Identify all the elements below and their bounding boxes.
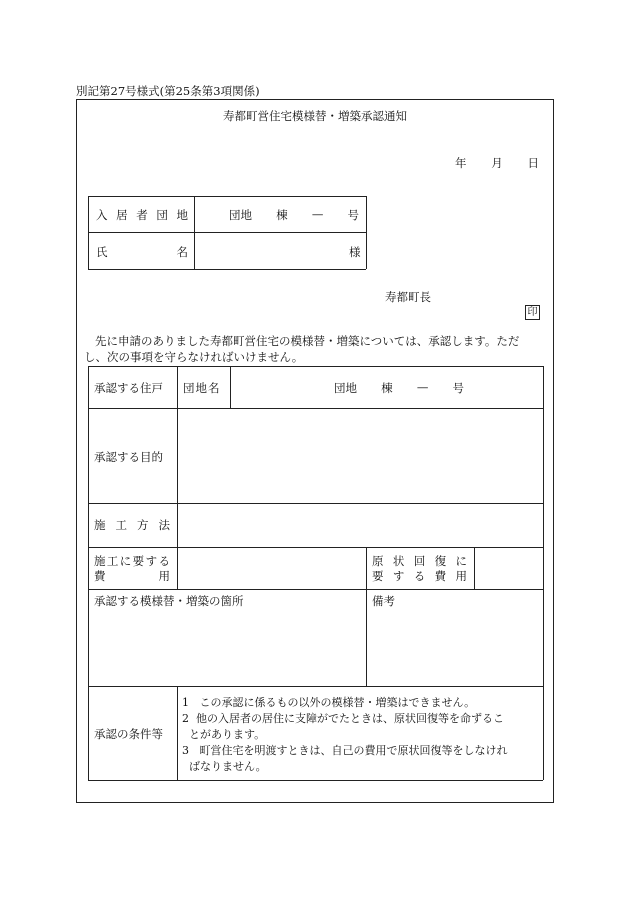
restore-label-char: 費 [434,569,447,583]
cost-label-char: 費 [94,569,106,583]
condition-text: 他の入居者の居住に支障がでたときは、原状回復等を命ずるこ [196,712,504,725]
method-label-char: 方 [137,518,149,532]
restore-label-char: 回 [413,554,426,568]
form-number: 別記第27号様式(第25条第3項関係) [76,84,260,98]
condition-item [182,695,540,711]
danchi-label-char: 団 [156,208,168,222]
danchi-label-char: 居 [116,208,128,222]
residence-dash: — [416,380,429,394]
document-title: 寿都町営住宅模様替・増築承認通知 [223,109,407,123]
danchi-label-char: 地 [176,208,188,222]
condition-continuation: ばなりません。 [189,760,267,773]
danchi-name-label: 団地名 [183,381,221,395]
condition-number: 3 [182,744,189,757]
name-label-char: 氏 [96,245,108,259]
method-label [94,517,170,533]
issuer-name: 寿都町長 [385,290,431,304]
danchi-text: 団地 [229,208,252,222]
date-day-label: 日 [527,156,539,170]
cost-label-char: る [158,554,170,568]
restore-label-char: す [392,569,405,583]
date-year-label: 年 [455,156,467,170]
cost-label-char: 要 [132,554,145,568]
cost-label [94,554,170,584]
condition-item [182,711,540,727]
danchi-value [229,207,359,223]
seal-mark: 印 [525,305,540,320]
danchi-label-char: 者 [136,208,148,222]
name-label-char: 名 [176,245,188,259]
honorific: 様 [349,245,361,259]
restore-label-char: る [413,569,426,583]
condition-number: 1 [182,696,189,709]
condition-continuation: とがあります。 [189,728,266,741]
residence-label: 承認する住戸 [94,381,163,395]
cost-label-char: に [119,554,132,568]
body-text [84,333,550,365]
danchi-label-char: 入 [96,208,108,222]
condition-text: 町営住宅を明渡すときは、自己の費用で原状回復等をしなけれ [199,744,508,757]
building-text: 棟 [276,208,288,222]
location-label: 承認する模様替・増築の箇所 [94,594,244,608]
danchi-label [96,207,188,223]
method-label-char: 施 [94,518,106,532]
restore-cost-label [372,554,467,584]
date-month-label: 月 [491,156,503,170]
residence-building: 棟 [381,381,393,395]
date-line [455,155,539,171]
cost-label-char: す [145,554,158,568]
condition-text: この承認に係るもの以外の模様替・増築はできません。 [199,696,476,709]
body-text-line2: し、次の事項を守らなければいけません。 [84,350,304,364]
restore-label-char: 用 [455,569,467,583]
number-text: 号 [347,208,359,222]
residence-danchi: 団地 [334,381,357,395]
name-label [96,244,188,260]
cost-label-char: 用 [158,569,170,583]
restore-label-char: 原 [372,554,384,568]
restore-label-char: 復 [434,554,447,568]
purpose-label: 承認する目的 [94,450,163,464]
restore-label-char: に [455,554,467,568]
restore-label-char: 要 [372,569,384,583]
method-label-char: 工 [115,518,127,532]
dash-text: — [311,207,324,221]
conditions-label: 承認の条件等 [94,727,163,741]
method-label-char: 法 [158,518,170,532]
condition-item [182,743,540,759]
condition-number: 2 [182,712,189,725]
cost-label-char: 施 [94,554,106,568]
residence-number: 号 [452,381,464,395]
residence-value [334,380,464,396]
conditions-list [182,695,540,775]
cost-label-char: 工 [106,554,119,568]
remarks-label: 備考 [372,594,395,608]
body-text-line1: 先に申請のありました寿都町営住宅の模様替・増築については、承認します。ただ [95,334,520,348]
restore-label-char: 状 [392,554,405,568]
